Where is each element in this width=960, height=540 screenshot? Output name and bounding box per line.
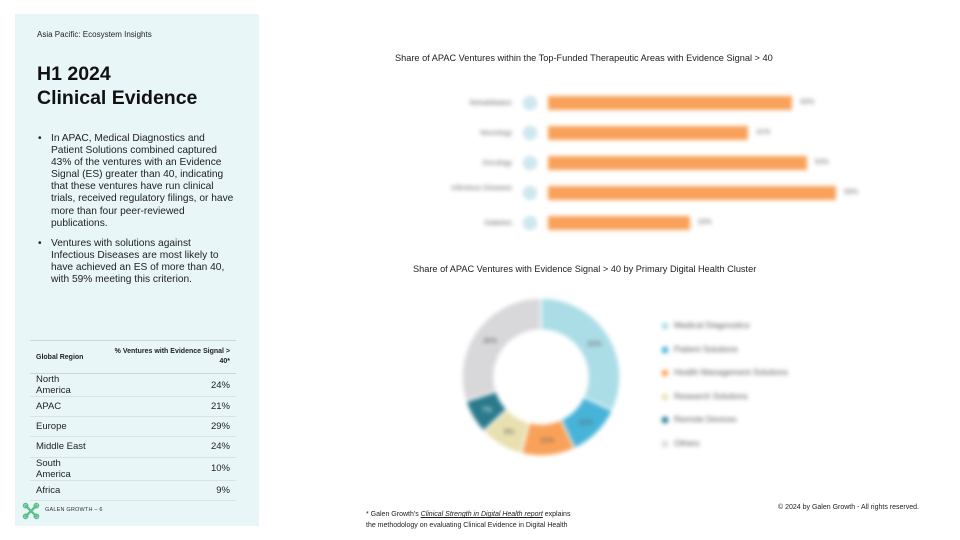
legend-label: Research Solutions	[674, 390, 748, 401]
bar-value-label: 53%	[814, 159, 829, 166]
donut-slice-label: 32%	[587, 341, 602, 349]
donut-chart-title: Share of APAC Ventures with Evidence Signal > 40 by Primary Digital Health Cluster	[413, 264, 757, 274]
value-cell: 24%	[102, 437, 236, 457]
bar-category-label: Oncology	[482, 160, 512, 167]
bullet-item: • In APAC, Medical Diagnostics and Patient Solutions combined captured 43% of the ventures with an Evidence Signal (ES) greater than 40, indicating that these ventures have run clinical trials, received regulatory filings, or have more than four peer-reviewed publications.	[37, 133, 237, 230]
donut-chart	[441, 286, 641, 486]
legend-label: Others	[674, 437, 700, 448]
table-header-row	[30, 341, 236, 374]
bar-chart-title: Share of APAC Ventures within the Top-Funded Therapeutic Areas with Evidence Signal > 40	[395, 53, 773, 63]
legend-label: Health Management Solutions	[674, 367, 788, 377]
bar-value-label: 59%	[844, 189, 859, 196]
legend-swatch	[662, 370, 668, 376]
bar	[548, 156, 807, 170]
region-cell: Middle East	[30, 437, 102, 457]
legend-swatch	[662, 417, 668, 423]
eyebrow-label: Asia Pacific: Ecosystem Insights	[37, 30, 152, 39]
region-cell: Europe	[30, 417, 102, 437]
note-prefix: * Galen Growth's	[366, 511, 421, 518]
bar-category-label: Diabetes	[484, 220, 512, 227]
donut-slice-label: 11%	[578, 419, 593, 427]
bar-category-label: Rehabilitation	[469, 100, 512, 107]
table-row	[30, 480, 236, 500]
bar-category-label: Neurology	[480, 130, 512, 137]
bar	[548, 126, 748, 140]
value-cell: 9%	[102, 480, 236, 500]
diabetes-icon	[522, 215, 538, 231]
region-cell: South America	[30, 457, 102, 480]
bar-category-label: Infectious Diseases	[451, 185, 512, 192]
bar-value-label: 41%	[756, 129, 771, 136]
donut-slice-label: 7%	[481, 407, 492, 415]
bar	[548, 216, 690, 230]
title-line-2: Clinical Evidence	[37, 87, 198, 109]
table-row	[30, 417, 236, 437]
report-link[interactable]: Clinical Strength in Digital Health report	[420, 511, 543, 518]
region-cell: APAC	[30, 397, 102, 417]
donut-slice-label: 30%	[483, 337, 498, 345]
legend-label: Medical Diagnostics	[674, 320, 750, 330]
bar-chart	[0, 0, 960, 260]
bar	[548, 186, 836, 200]
bullet-item: • Ventures with solutions against Infectious Diseases are most likely to have achieved an ES of more than 40, with 59% meeting this criterion.	[37, 238, 237, 286]
value-cell: 10%	[102, 457, 236, 480]
value-cell: 21%	[102, 397, 236, 417]
rehabilitation-icon	[522, 95, 538, 111]
legend-swatch	[662, 441, 668, 447]
legend-swatch	[662, 323, 668, 329]
table-row	[30, 437, 236, 457]
legend-label: Remote Devices	[674, 414, 737, 424]
infectious-diseases-icon	[522, 185, 538, 201]
region-cell: Africa	[30, 480, 102, 500]
legend-swatch	[662, 347, 668, 353]
donut-slice-label: 11%	[540, 437, 554, 445]
neurology-icon	[522, 125, 538, 141]
methodology-note	[366, 509, 570, 531]
note-suffix: explains	[542, 511, 571, 518]
legend-label: Patient Solutions	[674, 343, 738, 354]
oncology-icon	[522, 155, 538, 171]
region-cell: North America	[30, 374, 102, 397]
table-row	[30, 397, 236, 417]
header-region: Global Region	[30, 341, 102, 374]
title-line-1: H1 2024	[37, 63, 111, 85]
bar-value-label: 29%	[697, 219, 712, 226]
footer-brand: GALEN GROWTH – 6	[45, 507, 103, 513]
donut-slice-label: 9%	[503, 429, 514, 437]
table-row	[30, 457, 236, 480]
note-line-2: the methodology on evaluating Clinical Evidence in Digital Health	[366, 522, 568, 529]
value-cell: 29%	[102, 417, 236, 437]
copyright-text: © 2024 by Galen Growth - All rights reserved.	[778, 504, 919, 511]
bar-value-label: 50%	[800, 99, 815, 106]
table-row	[30, 374, 236, 397]
galen-growth-logo-icon	[22, 502, 40, 520]
bar	[548, 96, 792, 110]
donut-slice	[462, 298, 541, 401]
value-cell: 24%	[102, 374, 236, 397]
donut-slice	[541, 298, 620, 411]
legend-swatch	[662, 394, 668, 400]
header-value: % Ventures with Evidence Signal > 40*	[102, 341, 236, 374]
region-table	[30, 340, 236, 501]
